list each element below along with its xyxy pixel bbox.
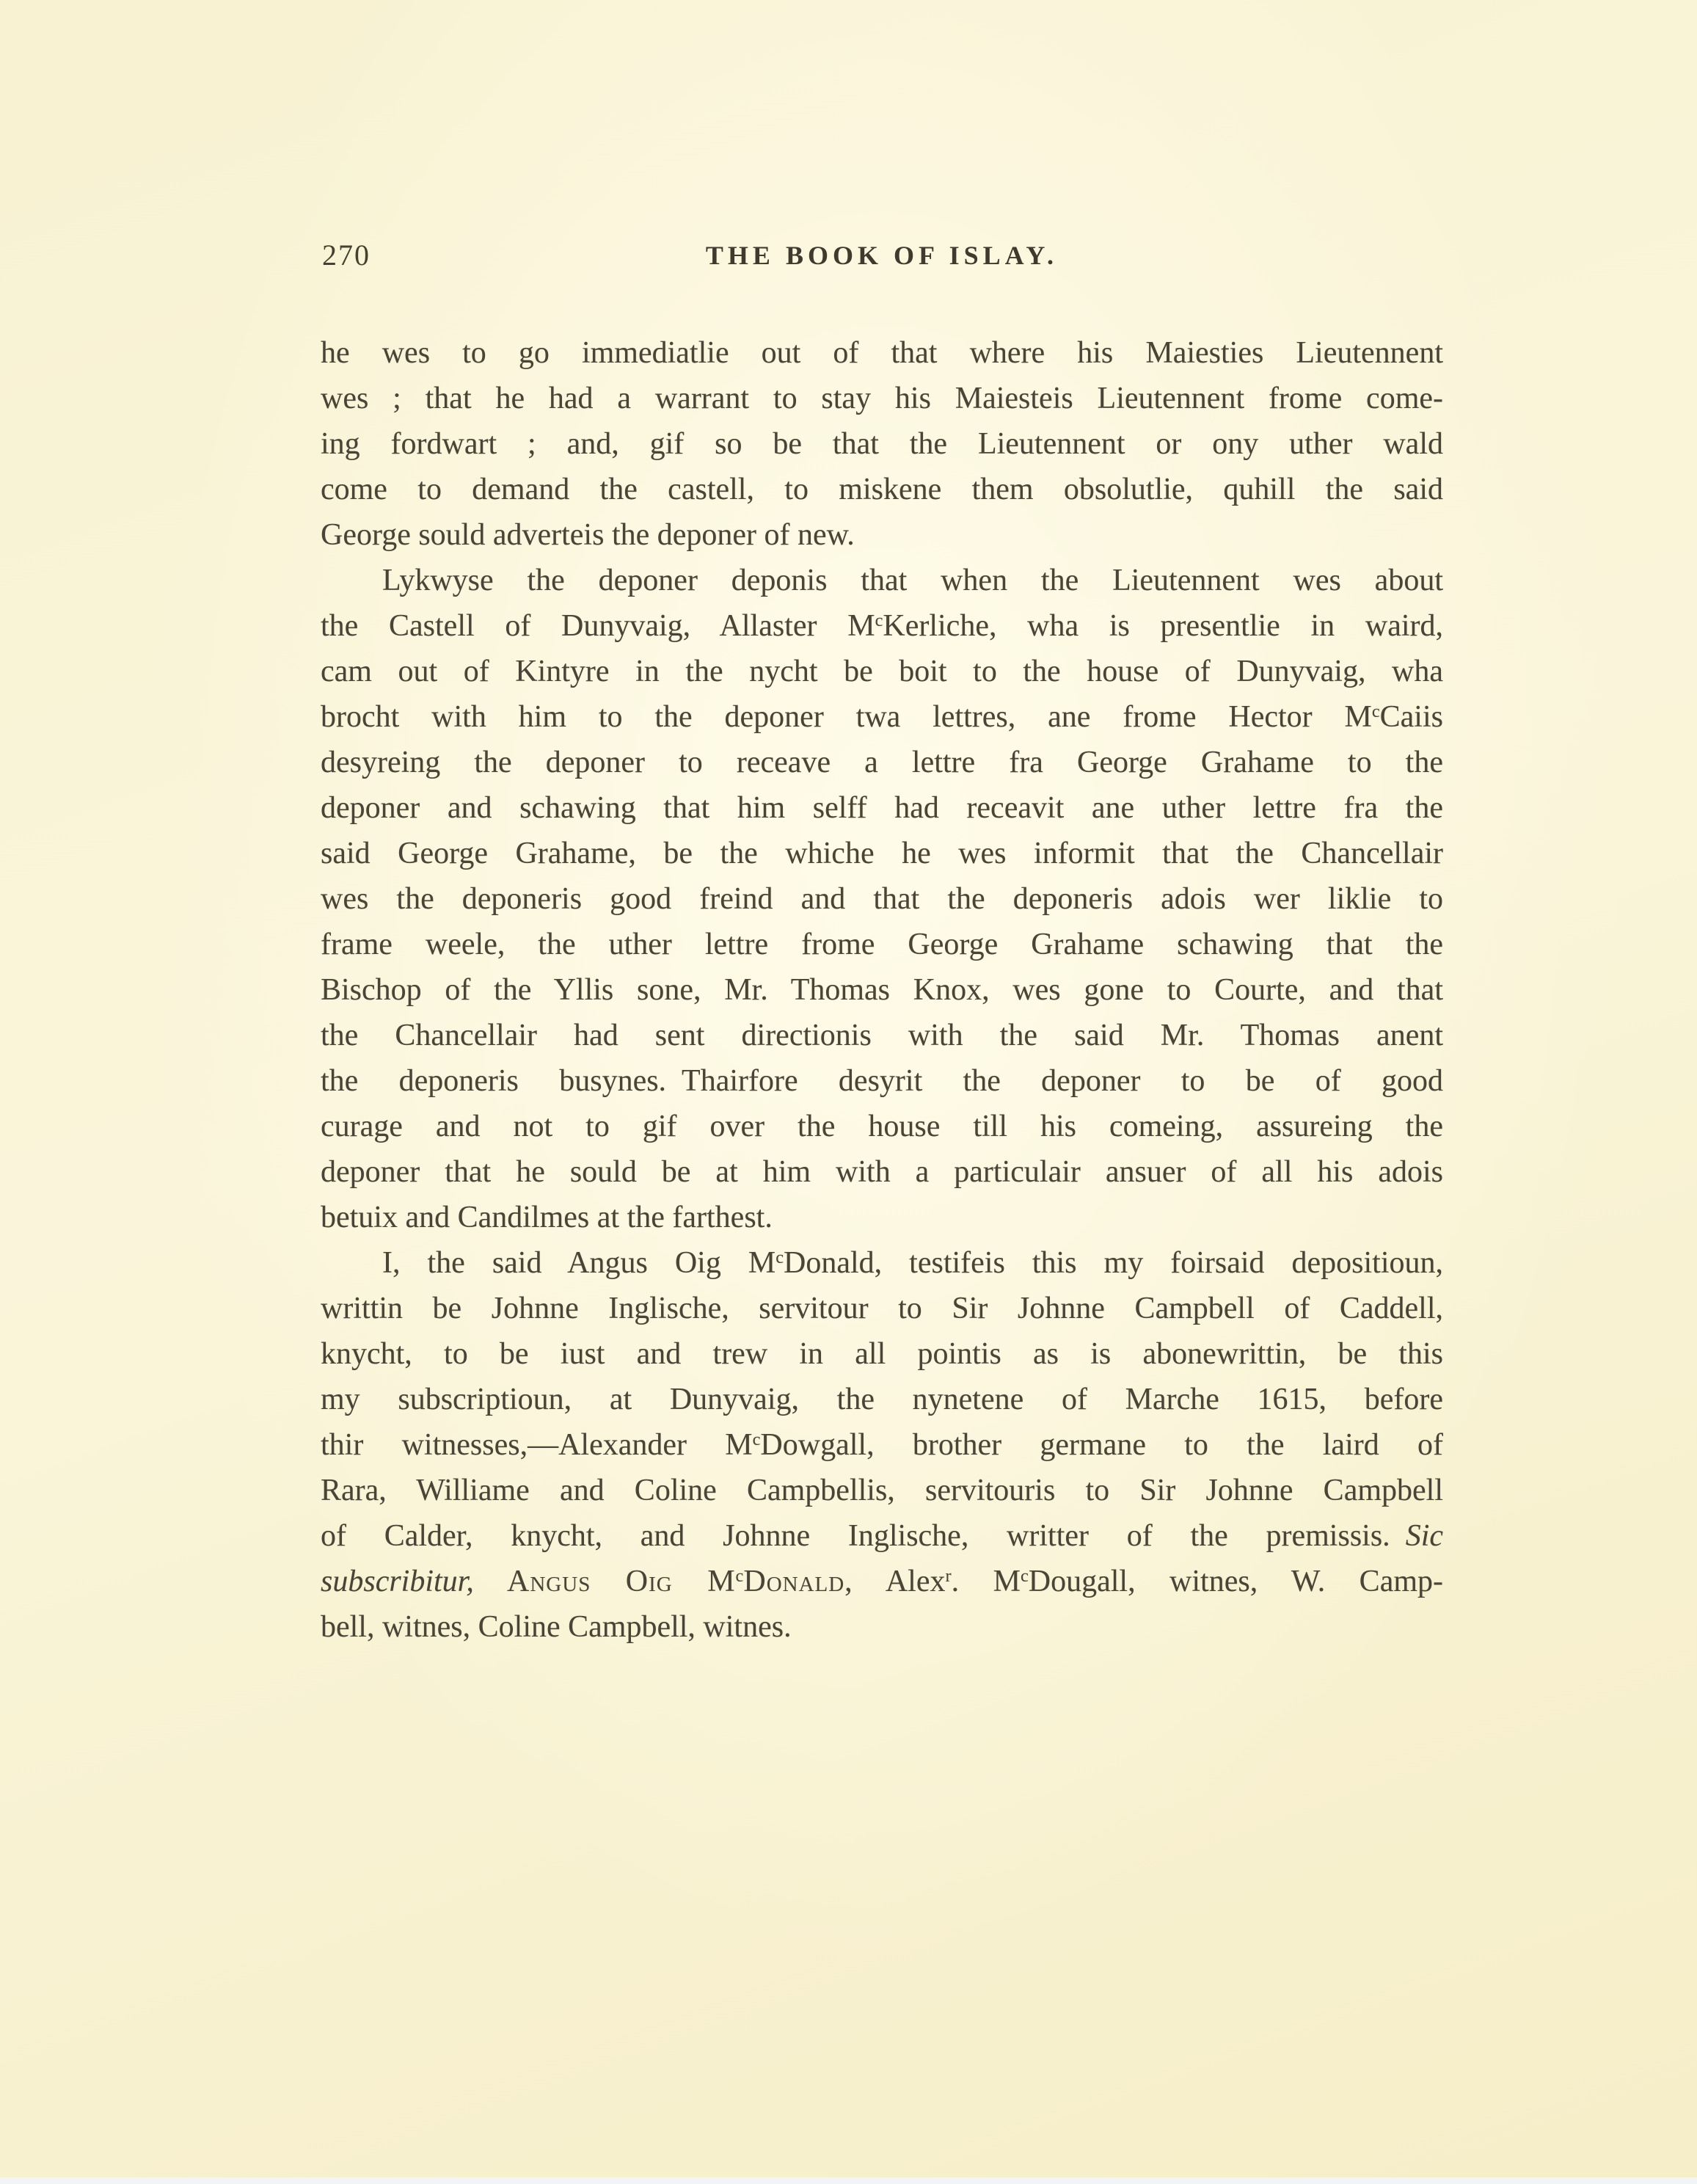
superscript-text: c (775, 1248, 784, 1268)
running-title: THE BOOK OF ISLAY. (705, 241, 1059, 270)
text-segment: Dougall, witnes, W. Camp- (1028, 1565, 1443, 1598)
text-segment: curage and not to gif over the house till his comeing, assureing the (321, 1110, 1443, 1143)
text-segment: of Calder, knycht, and Johnne Inglische, writter of the premissis. (321, 1519, 1406, 1553)
text-segment: wes ; that he had a warrant to stay his Maiesteis Lieutennent frome come- (321, 382, 1443, 415)
superscript-text: c (1020, 1566, 1029, 1587)
text-segment: . M (951, 1565, 1021, 1598)
text-segment: Dowgall, brother germane to the laird of (760, 1428, 1443, 1462)
text-line (321, 922, 1443, 967)
text-segment: my subscriptioun, at Dunyvaig, the nynetene of Marche 1615, before (321, 1383, 1443, 1416)
text-segment: the Castell of Dunyvaig, Allaster M (321, 609, 875, 643)
text-line (321, 1240, 1443, 1286)
text-segment: bell, witnes, Coline Campbell, witnes. (321, 1610, 792, 1644)
text-segment: Rara, Williame and Coline Campbellis, servitouris to Sir Johnne Campbell (321, 1474, 1443, 1507)
text-line (321, 1468, 1443, 1513)
superscript-text: r (945, 1566, 952, 1587)
text-segment: deponer that he sould be at him with a particulair ansuer of all his adois (321, 1155, 1443, 1189)
text-segment: said George Grahame, be the whiche he wes informit that the Chancellair (321, 837, 1443, 870)
text-segment: he wes to go immediatlie out of that where his Maiesties Lieutennent (321, 336, 1443, 370)
text-segment: ing fordwart ; and, gif so be that the Lieutennent or ony uther wald (321, 427, 1443, 461)
superscript-text: c (1371, 702, 1380, 722)
text-line (321, 1104, 1443, 1149)
text-line (321, 1286, 1443, 1331)
text-segment: deponer and schawing that him selff had receavit ane uther lettre fra the (321, 791, 1443, 825)
text-segment: Donald, testifeis this my foirsaid depositioun, (784, 1246, 1443, 1280)
text-segment: frame weele, the uther lettre frome George Grahame schawing that the (321, 928, 1443, 961)
text-segment: Caiis (1379, 700, 1443, 734)
text-line (321, 330, 1443, 376)
page-number: 270 (322, 239, 371, 272)
text-segment: writtin be Johnne Inglische, servitour to Sir Johnne Campbell of Caddell, (321, 1292, 1443, 1325)
paragraph (321, 1240, 1443, 1650)
text-line (321, 876, 1443, 922)
text-segment: cam out of Kintyre in the nycht be boit to the house of Dunyvaig, wha (321, 655, 1443, 688)
text-line (321, 1604, 1443, 1650)
text-line (321, 740, 1443, 785)
text-segment: desyreing the deponer to receave a lettre fra George Grahame to the (321, 746, 1443, 779)
text-line (321, 1559, 1443, 1604)
text-segment: Alex (853, 1565, 946, 1598)
text-segment: wes the deponeris good freind and that the deponeris adois wer liklie to (321, 882, 1443, 916)
text-segment: subscribitur, (321, 1565, 474, 1598)
scan-edge-strip (0, 2177, 1697, 2184)
text-segment: the Chancellair had sent directionis with the said Mr. Thomas anent (321, 1019, 1443, 1052)
text-line (321, 1058, 1443, 1104)
text-line (321, 558, 1443, 603)
superscript-text: c (752, 1430, 761, 1450)
text-segment: betuix and Candilmes at the farthest. (321, 1201, 773, 1234)
superscript-text: c (735, 1566, 744, 1587)
text-line (321, 831, 1443, 876)
text-segment: Donald, (743, 1565, 853, 1598)
text-segment: Kerliche, wha is presentlie in waird, (883, 609, 1443, 643)
text-line (321, 467, 1443, 512)
text-segment: Sic (1405, 1519, 1443, 1553)
text-line (321, 1331, 1443, 1377)
text-line (321, 694, 1443, 740)
text-line (321, 785, 1443, 831)
text-segment: Angus Oig M (473, 1565, 736, 1598)
text-segment: George sould adverteis the deponer of new. (321, 518, 855, 552)
text-line (321, 1195, 1443, 1240)
text-segment: Lykwyse the deponer deponis that when the Lieutennent wes about (382, 564, 1443, 597)
text-line (321, 649, 1443, 694)
text-line (321, 603, 1443, 649)
text-line (321, 376, 1443, 421)
text-line (321, 1513, 1443, 1559)
text-line (321, 1422, 1443, 1468)
superscript-text: c (875, 611, 883, 631)
text-segment: the deponeris busynes. Thairfore desyrit the deponer to be of good (321, 1064, 1443, 1098)
text-line (321, 1013, 1443, 1058)
paragraph (321, 330, 1443, 558)
text-block (321, 330, 1443, 1650)
text-line (321, 1149, 1443, 1195)
text-segment: knycht, to be iust and trew in all pointis as is abonewrittin, be this (321, 1337, 1443, 1371)
text-segment: brocht with him to the deponer twa lettres, ane frome Hector M (321, 700, 1372, 734)
text-segment: thir witnesses,—Alexander M (321, 1428, 753, 1462)
text-line (321, 512, 1443, 558)
paragraph (321, 558, 1443, 1240)
text-segment: I, the said Angus Oig M (382, 1246, 776, 1280)
text-segment: come to demand the castell, to miskene them obsolutlie, quhill the said (321, 473, 1443, 506)
text-line (321, 967, 1443, 1013)
text-line (321, 421, 1443, 467)
text-segment: Bischop of the Yllis sone, Mr. Thomas Knox, wes gone to Courte, and that (321, 973, 1443, 1007)
running-header (321, 238, 1443, 273)
text-line (321, 1377, 1443, 1422)
